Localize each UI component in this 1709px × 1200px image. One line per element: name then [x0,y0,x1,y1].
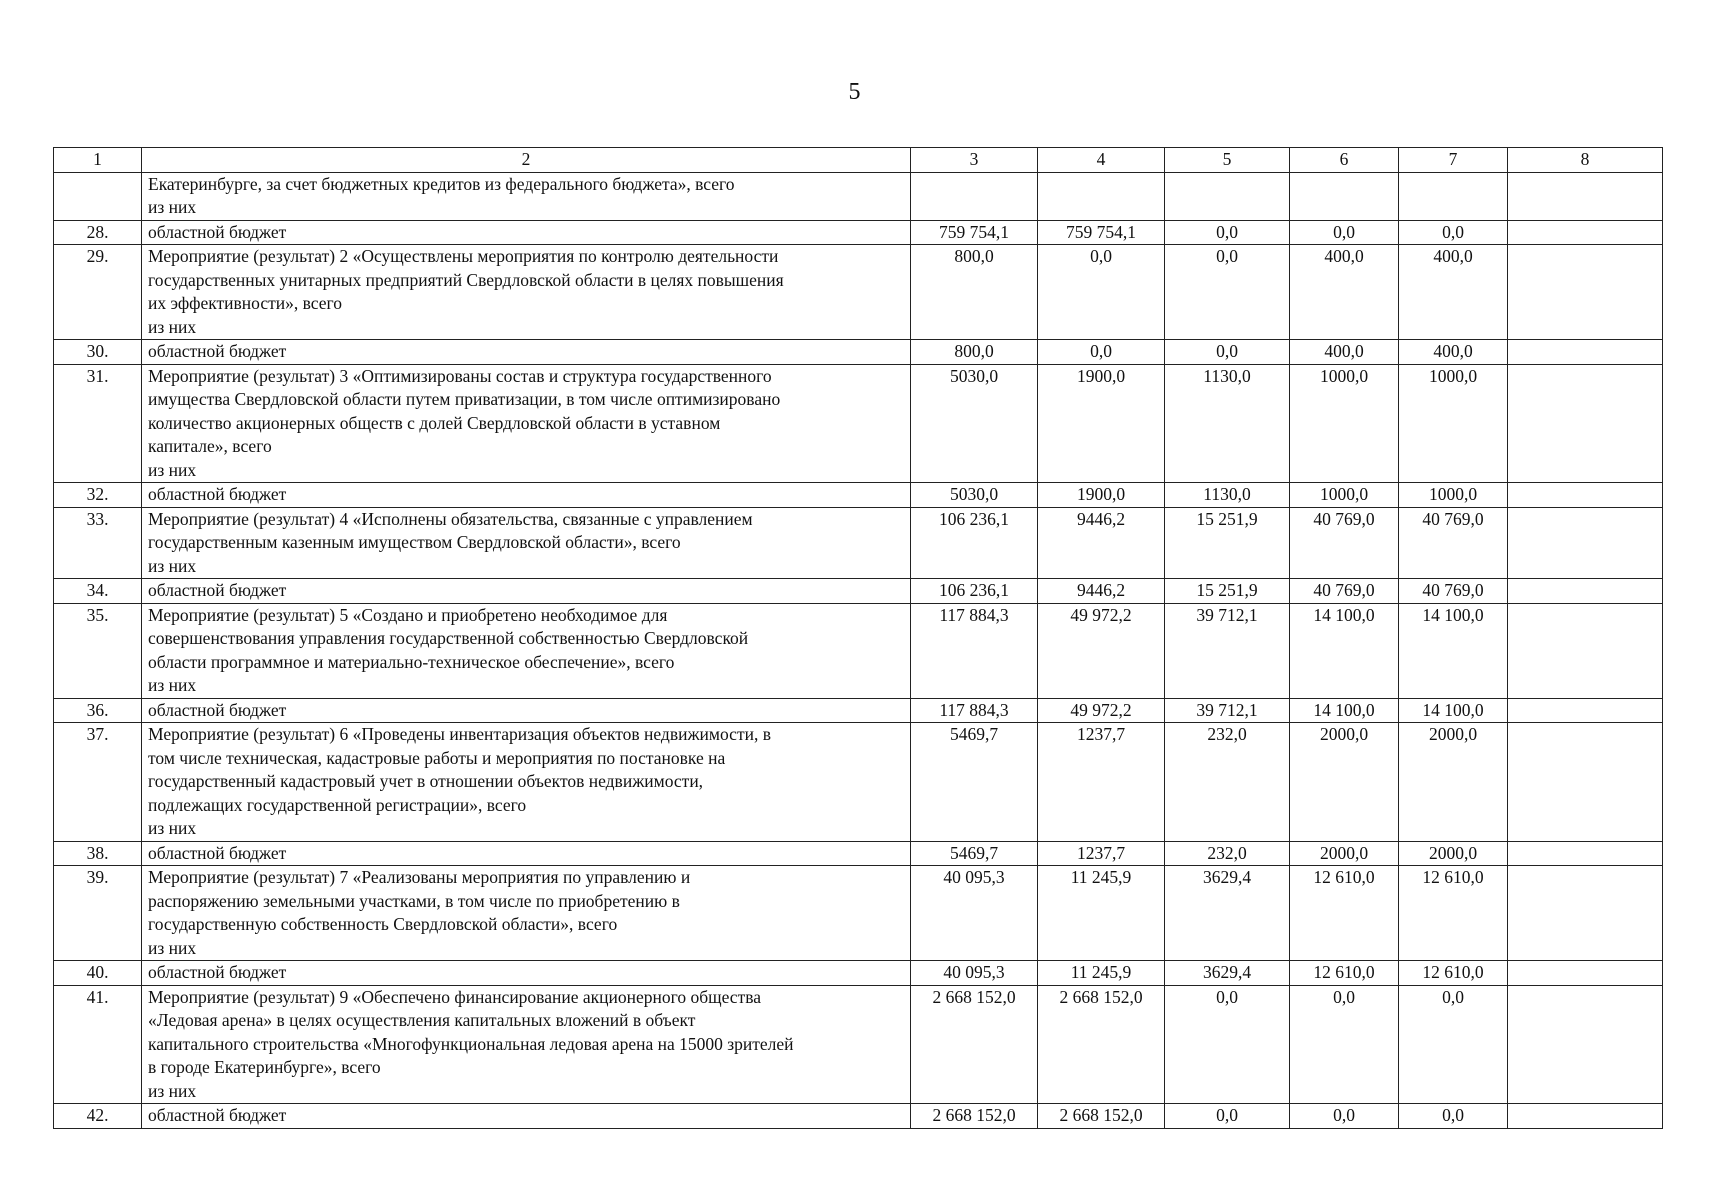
value-cell-col-5: 0,0 [1165,340,1290,365]
description-line: совершенствования управления государственной собственностью Свердловской [148,628,749,648]
value-cell-col-5: 1130,0 [1165,364,1290,483]
column-number-row [54,148,1663,173]
value-cell-col-3: 40 095,3 [911,866,1038,961]
description-line: области программное и материально-техническое обеспечение», всего [148,651,675,672]
description-line: подлежащих государственной регистрации», всего [148,794,527,815]
row-number: 42. [54,1104,142,1129]
description-line: из них [148,459,197,480]
value-cell-col-5: 0,0 [1165,220,1290,245]
value-cell-col-4: 9446,2 [1038,507,1165,579]
value-cell-col-7: 40 769,0 [1399,507,1508,579]
description-line: том числе техническая, кадастровые работы и мероприятия по постановке на [148,747,726,768]
value-cell-col-8 [1508,340,1663,365]
value-cell-col-3: 106 236,1 [911,507,1038,579]
row-number: 40. [54,961,142,986]
value-cell-col-6: 12 610,0 [1290,866,1399,961]
value-cell-col-8 [1508,245,1663,340]
value-cell-col-5: 39 712,1 [1165,698,1290,723]
description-line: государственную собственность Свердловской области», всего [148,914,618,934]
description-line: Мероприятие (результат) 6 «Проведены инвентаризация объектов недвижимости, в [148,724,771,744]
value-cell-col-6: 40 769,0 [1290,579,1399,604]
description-line: Мероприятие (результат) 4 «Исполнены обязательства, связанные с управлением [148,508,753,529]
value-cell-col-4: 9446,2 [1038,579,1165,604]
column-number: 3 [911,148,1038,173]
table-row [54,172,1663,220]
value-cell-col-3: 106 236,1 [911,579,1038,604]
budget-table [53,147,1663,1129]
description-line: областной бюджет [148,699,287,720]
description-line: областной бюджет [148,221,287,242]
description-line: государственный кадастровый учет в отношении объектов недвижимости, [148,771,704,791]
column-number: 4 [1038,148,1165,173]
row-number: 41. [54,985,142,1104]
value-cell-col-7: 0,0 [1399,220,1508,245]
value-cell-col-8 [1508,579,1663,604]
row-number: 30. [54,340,142,365]
row-description [142,483,911,508]
column-number: 1 [54,148,142,173]
value-cell-col-3: 2 668 152,0 [911,1104,1038,1129]
value-cell-col-4: 1900,0 [1038,364,1165,483]
row-description [142,220,911,245]
table-row [54,364,1663,483]
row-number [54,172,142,220]
description-line: государственным казенным имуществом Свердловской области», всего [148,532,681,552]
value-cell-col-6: 0,0 [1290,1104,1399,1129]
row-description [142,579,911,604]
value-cell-col-7: 12 610,0 [1399,961,1508,986]
value-cell-col-7: 400,0 [1399,245,1508,340]
table-row [54,866,1663,961]
table-row [54,961,1663,986]
row-number: 31. [54,364,142,483]
value-cell-col-5: 1130,0 [1165,483,1290,508]
row-number: 36. [54,698,142,723]
table-row [54,1104,1663,1129]
value-cell-col-3: 117 884,3 [911,603,1038,698]
value-cell-col-3 [911,172,1038,220]
row-description [142,961,911,986]
value-cell-col-4: 49 972,2 [1038,603,1165,698]
value-cell-col-6: 14 100,0 [1290,698,1399,723]
row-description [142,985,911,1104]
value-cell-col-5: 232,0 [1165,841,1290,866]
row-description [142,723,911,842]
row-description [142,172,911,220]
description-line: «Ледовая арена» в целях осуществления капитальных вложений в объект [148,1010,696,1030]
value-cell-col-3: 40 095,3 [911,961,1038,986]
row-description [142,841,911,866]
value-cell-col-4: 759 754,1 [1038,220,1165,245]
value-cell-col-8 [1508,364,1663,483]
value-cell-col-4: 2 668 152,0 [1038,985,1165,1104]
description-line: из них [148,555,197,576]
value-cell-col-5: 39 712,1 [1165,603,1290,698]
value-cell-col-6: 2000,0 [1290,841,1399,866]
value-cell-col-7: 14 100,0 [1399,698,1508,723]
value-cell-col-4: 2 668 152,0 [1038,1104,1165,1129]
value-cell-col-3: 117 884,3 [911,698,1038,723]
table-row [54,220,1663,245]
table-row [54,698,1663,723]
value-cell-col-5: 3629,4 [1165,961,1290,986]
column-number: 5 [1165,148,1290,173]
column-number: 6 [1290,148,1399,173]
value-cell-col-8 [1508,841,1663,866]
description-line: государственных унитарных предприятий Свердловской области в целях повышения [148,269,784,290]
description-line: капитале», всего [148,436,272,456]
value-cell-col-3: 2 668 152,0 [911,985,1038,1104]
row-number: 39. [54,866,142,961]
row-description [142,1104,911,1129]
value-cell-col-4 [1038,172,1165,220]
value-cell-col-6: 1000,0 [1290,364,1399,483]
table-row [54,841,1663,866]
value-cell-col-3: 800,0 [911,340,1038,365]
description-line: распоряжению земельными участками, в том числе по приобретению в [148,890,680,911]
value-cell-col-3: 5469,7 [911,723,1038,842]
description-line: областной бюджет [148,580,287,600]
description-line: областной бюджет [148,484,287,504]
table-row [54,723,1663,842]
row-description [142,364,911,483]
value-cell-col-6: 12 610,0 [1290,961,1399,986]
value-cell-col-7: 40 769,0 [1399,579,1508,604]
value-cell-col-6 [1290,172,1399,220]
row-number: 32. [54,483,142,508]
description-line: их эффективности», всего [148,293,343,313]
table-body [54,148,1663,1129]
description-line: областной бюджет [148,341,287,361]
value-cell-col-4: 11 245,9 [1038,961,1165,986]
value-cell-col-5: 0,0 [1165,245,1290,340]
description-line: в городе Екатеринбурге», всего [148,1057,381,1077]
row-number: 37. [54,723,142,842]
description-line: количество акционерных обществ с долей Свердловской области в уставном [148,412,721,433]
description-line: Мероприятие (результат) 7 «Реализованы мероприятия по управлению и [148,867,691,887]
description-line: из них [148,818,197,838]
value-cell-col-6: 400,0 [1290,340,1399,365]
description-line: Мероприятие (результат) 3 «Оптимизированы состав и структура государственного [148,365,772,386]
value-cell-col-6: 400,0 [1290,245,1399,340]
value-cell-col-6: 0,0 [1290,985,1399,1104]
value-cell-col-4: 0,0 [1038,245,1165,340]
value-cell-col-7: 2000,0 [1399,841,1508,866]
description-line: из них [148,316,197,337]
row-number: 38. [54,841,142,866]
value-cell-col-8 [1508,483,1663,508]
value-cell-col-5: 0,0 [1165,985,1290,1104]
description-line: имущества Свердловской области путем приватизации, в том числе оптимизировано [148,389,781,409]
value-cell-col-3: 800,0 [911,245,1038,340]
table-row [54,579,1663,604]
description-line: капитального строительства «Многофункциональная ледовая арена на 15000 зрителей [148,1033,794,1054]
value-cell-col-8 [1508,961,1663,986]
column-number: 8 [1508,148,1663,173]
table-row [54,483,1663,508]
value-cell-col-8 [1508,507,1663,579]
value-cell-col-4: 1237,7 [1038,841,1165,866]
value-cell-col-7: 1000,0 [1399,364,1508,483]
value-cell-col-4: 1900,0 [1038,483,1165,508]
value-cell-col-5: 0,0 [1165,1104,1290,1129]
description-line: из них [148,1080,197,1101]
value-cell-col-3: 5030,0 [911,483,1038,508]
value-cell-col-3: 5469,7 [911,841,1038,866]
column-number: 2 [142,148,911,173]
value-cell-col-5: 15 251,9 [1165,507,1290,579]
value-cell-col-7: 1000,0 [1399,483,1508,508]
table-row [54,985,1663,1104]
description-line: областной бюджет [148,1105,287,1125]
value-cell-col-8 [1508,1104,1663,1129]
page-number: 5 [848,79,861,105]
row-description [142,507,911,579]
value-cell-col-6: 2000,0 [1290,723,1399,842]
row-number: 28. [54,220,142,245]
row-number: 33. [54,507,142,579]
value-cell-col-6: 0,0 [1290,220,1399,245]
value-cell-col-8 [1508,985,1663,1104]
value-cell-col-4: 49 972,2 [1038,698,1165,723]
value-cell-col-4: 0,0 [1038,340,1165,365]
table-row [54,340,1663,365]
description-line: Екатеринбурге, за счет бюджетных кредитов из федерального бюджета», всего [148,173,735,194]
value-cell-col-3: 759 754,1 [911,220,1038,245]
row-description [142,245,911,340]
value-cell-col-6: 40 769,0 [1290,507,1399,579]
table-row [54,603,1663,698]
value-cell-col-4: 1237,7 [1038,723,1165,842]
value-cell-col-7: 0,0 [1399,985,1508,1104]
description-line: Мероприятие (результат) 5 «Создано и приобретено необходимое для [148,604,668,625]
description-line: из них [148,197,197,217]
value-cell-col-7: 2000,0 [1399,723,1508,842]
value-cell-col-8 [1508,172,1663,220]
value-cell-col-5 [1165,172,1290,220]
value-cell-col-5: 232,0 [1165,723,1290,842]
value-cell-col-3: 5030,0 [911,364,1038,483]
value-cell-col-7: 0,0 [1399,1104,1508,1129]
column-number: 7 [1399,148,1508,173]
value-cell-col-8 [1508,603,1663,698]
value-cell-col-7 [1399,172,1508,220]
description-line: областной бюджет [148,962,287,982]
value-cell-col-4: 11 245,9 [1038,866,1165,961]
description-line: из них [148,937,197,958]
row-description [142,698,911,723]
value-cell-col-8 [1508,866,1663,961]
table-row [54,507,1663,579]
row-number: 34. [54,579,142,604]
description-line: областной бюджет [148,842,287,863]
value-cell-col-5: 3629,4 [1165,866,1290,961]
value-cell-col-8 [1508,220,1663,245]
row-description [142,866,911,961]
value-cell-col-6: 14 100,0 [1290,603,1399,698]
value-cell-col-7: 12 610,0 [1399,866,1508,961]
value-cell-col-7: 14 100,0 [1399,603,1508,698]
description-line: Мероприятие (результат) 2 «Осуществлены мероприятия по контролю деятельности [148,246,779,266]
value-cell-col-8 [1508,723,1663,842]
description-line: из них [148,675,197,695]
value-cell-col-6: 1000,0 [1290,483,1399,508]
row-number: 29. [54,245,142,340]
row-description [142,603,911,698]
value-cell-col-5: 15 251,9 [1165,579,1290,604]
table-row [54,245,1663,340]
row-number: 35. [54,603,142,698]
value-cell-col-8 [1508,698,1663,723]
row-description [142,340,911,365]
description-line: Мероприятие (результат) 9 «Обеспечено финансирование акционерного общества [148,986,762,1007]
value-cell-col-7: 400,0 [1399,340,1508,365]
